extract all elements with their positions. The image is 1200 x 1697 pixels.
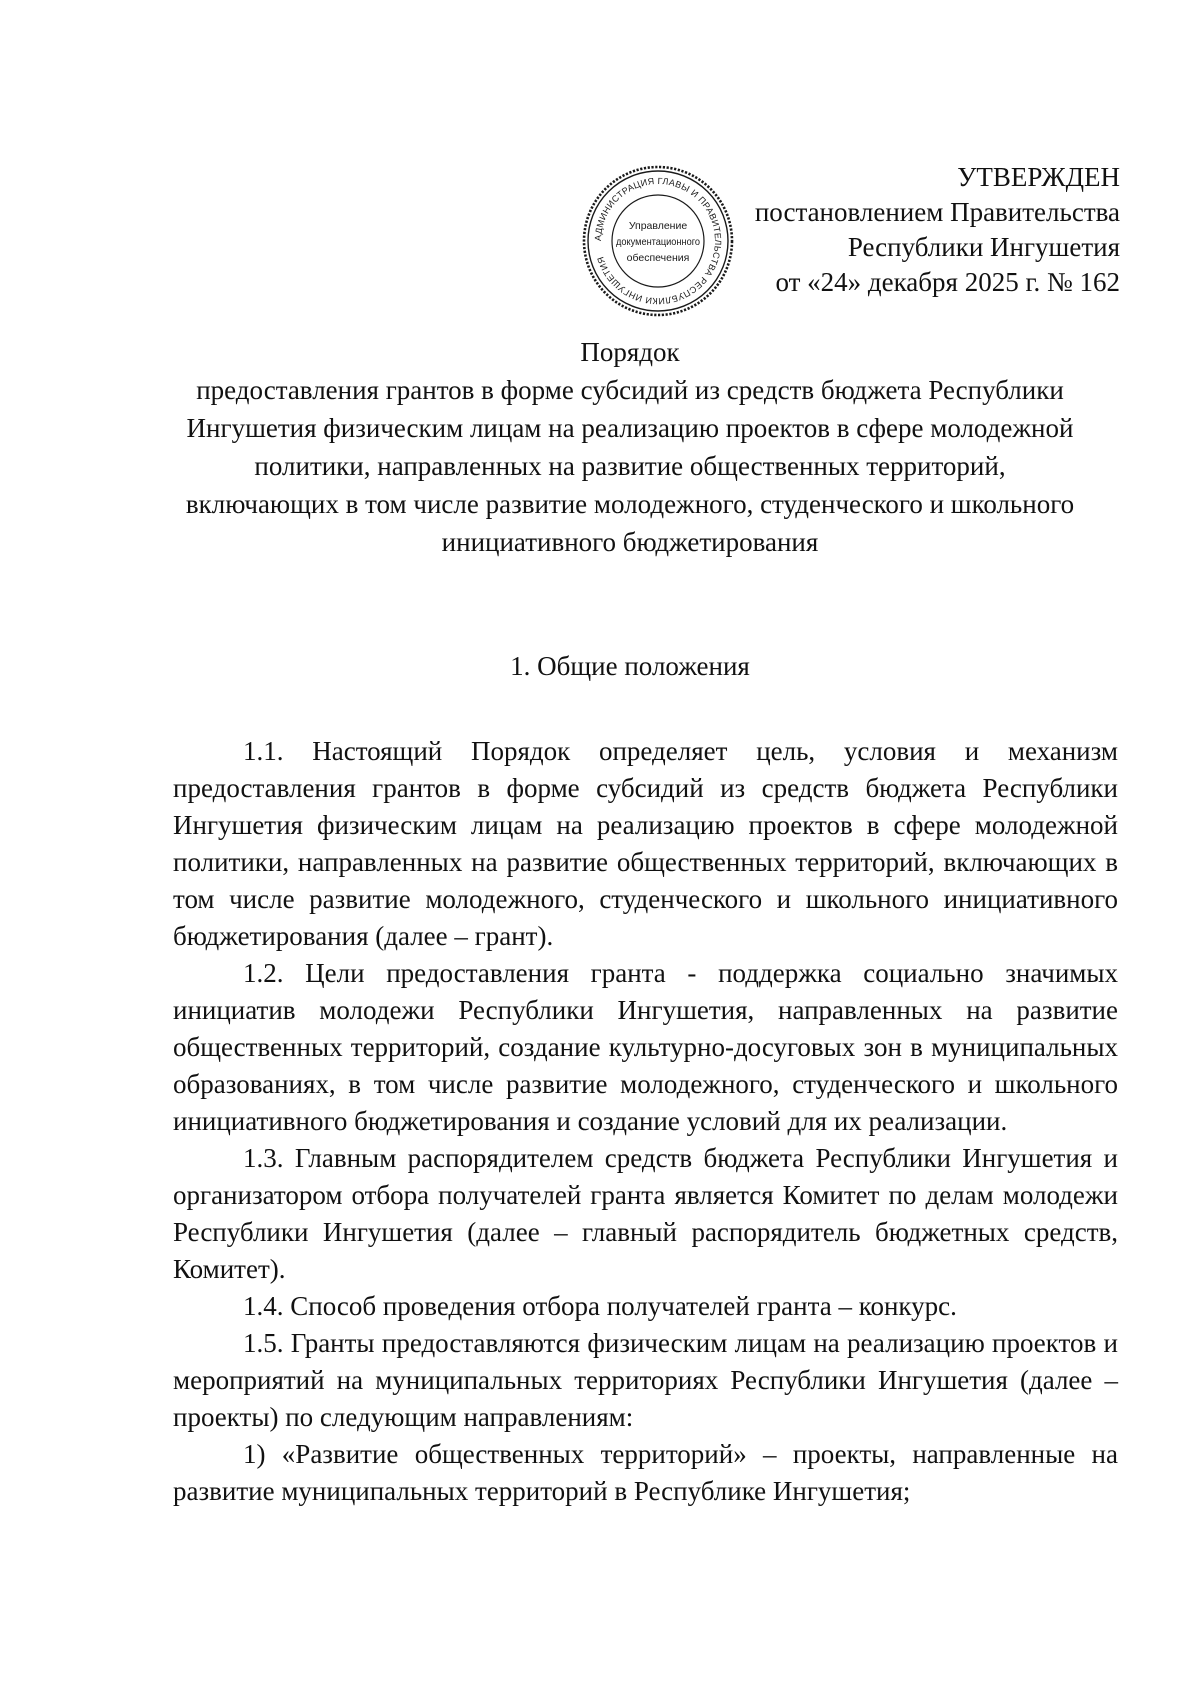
stamp-inner-line-3: обеспечения xyxy=(626,252,690,264)
paragraph-1-2: 1.2. Цели предоставления гранта - поддержка социально значимых инициатив молодежи Республики Ингушетия, направленных на развитие общественных территорий, создание культурно-досуговых зон в муниципальных образованиях, в том числе развитие молодежного, студенческого и школьного инициативного бюджетирования и создание условий для их реализации. xyxy=(173,958,1118,1136)
paragraph-1-3: 1.3. Главным распорядителем средств бюджета Республики Ингушетия и организатором отбора получателей гранта является Комитет по делам молодежи Республики Ингушетия (далее – главный распорядитель бюджетных средств, Комитет). xyxy=(173,1143,1118,1284)
approval-date-number: от «24» декабря 2025 г. № 162 xyxy=(775,267,1120,297)
title-heading: Порядок xyxy=(580,337,680,367)
paragraph-1-4: 1.4. Способ проведения отбора получателей гранта – конкурс. xyxy=(243,1291,957,1321)
approval-authority: постановлением Правительства xyxy=(754,197,1120,227)
title-line-5: инициативного бюджетирования xyxy=(441,527,819,557)
title-line-1: предоставления грантов в форме субсидий из средств бюджета Республики xyxy=(196,375,1064,405)
document-title xyxy=(150,333,1110,561)
paragraph-1-1: 1.1. Настоящий Порядок определяет цель, условия и механизм предоставления грантов в форме субсидий из средств бюджета Республики Ингушетия физическим лицам на реализацию проектов в сфере молодежной политики, направленных на развитие общественных территорий, включающих в том числе развитие молодежного, студенческого и школьного инициативного бюджетирования (далее – грант). xyxy=(173,736,1118,951)
list-item-1: 1) «Развитие общественных территорий» – проекты, направленные на развитие муниципальных территорий в Республике Ингушетия; xyxy=(173,1439,1118,1506)
approval-status: УТВЕРЖДЕН xyxy=(957,162,1120,192)
official-stamp xyxy=(580,163,736,319)
stamp-ring-text: АДМИНИСТРАЦИЯ ГЛАВЫ И ПРАВИТЕЛЬСТВА РЕСПУБЛИКИ ИНГУШЕТИЯ xyxy=(592,175,724,307)
document-body xyxy=(173,733,1118,1510)
stamp-inner-line-2: документационного xyxy=(616,236,701,248)
title-line-2: Ингушетия физическим лицам на реализацию проектов в сфере молодежной xyxy=(186,413,1074,443)
title-line-3: политики, направленных на развитие общественных территорий, xyxy=(254,451,1006,481)
title-line-4: включающих в том числе развитие молодежного, студенческого и школьного xyxy=(185,489,1075,519)
approval-region: Республики Ингушетия xyxy=(847,232,1120,262)
stamp-inner-line-1: Управление xyxy=(628,220,688,232)
paragraph-1-5: 1.5. Гранты предоставляются физическим лицам на реализацию проектов и мероприятий на муниципальных территориях Республики Ингушетия (далее – проекты) по следующим направлениям: xyxy=(173,1328,1118,1432)
section-heading: 1. Общие положения xyxy=(510,651,750,681)
